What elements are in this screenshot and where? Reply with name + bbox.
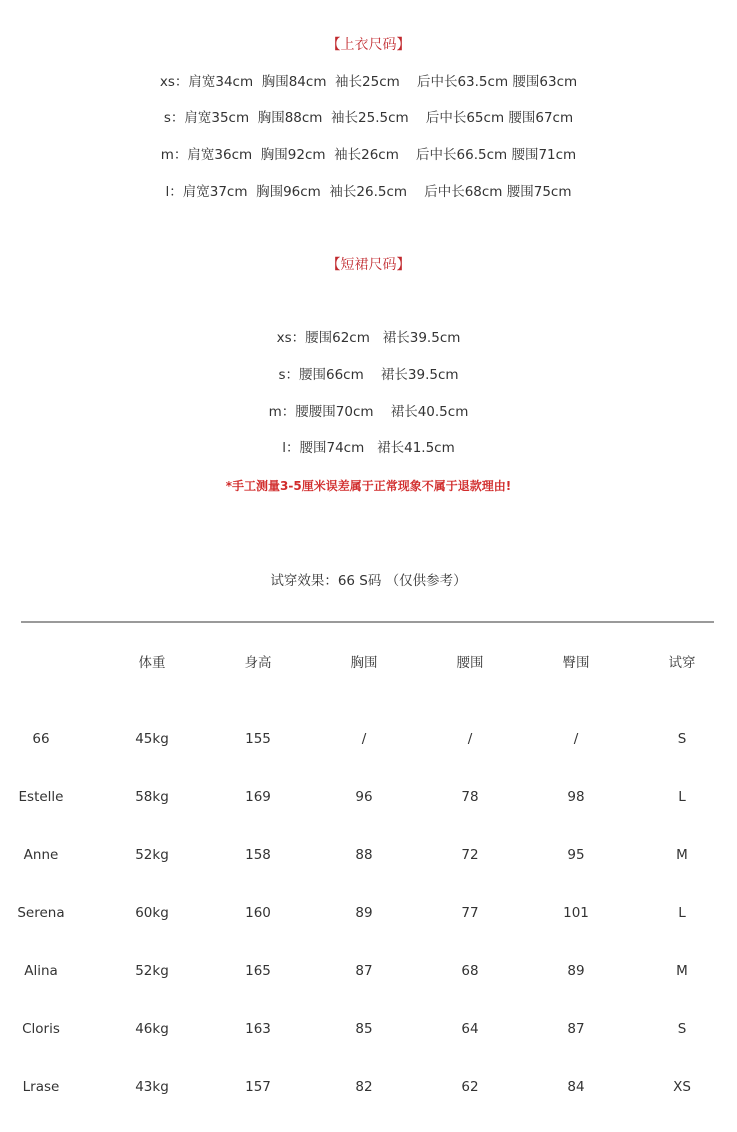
table-row xyxy=(0,845,737,865)
cell-tryon-size: M xyxy=(676,847,688,863)
cell-waist: 68 xyxy=(461,963,479,979)
cell-waist: 62 xyxy=(461,1079,479,1095)
header-tryon-size: 试穿 xyxy=(668,655,696,671)
cell-hip: 87 xyxy=(567,1021,585,1037)
cell-weight: 52kg xyxy=(135,963,169,979)
cell-name: Alina xyxy=(24,963,58,979)
skirt-size-line-xs: xs：腰围62cm 裙长39.5cm xyxy=(276,330,461,346)
header-weight: 体重 xyxy=(138,655,166,671)
table-row xyxy=(0,903,737,923)
cell-tryon-size: M xyxy=(676,963,688,979)
header-waist: 腰围 xyxy=(456,655,484,671)
cell-tryon-size: S xyxy=(677,1021,687,1037)
skirt-size-line-l: l：腰围74cm 裙长41.5cm xyxy=(282,440,455,456)
cell-name: Lrase xyxy=(22,1079,60,1095)
cell-height: 160 xyxy=(245,905,271,921)
cell-name: Estelle xyxy=(18,789,64,805)
measurement-note: *手工测量3-5厘米误差属于正常现象不属于退款理由! xyxy=(225,479,512,493)
cell-hip: / xyxy=(573,731,579,747)
table-row xyxy=(0,729,737,749)
cell-height: 158 xyxy=(245,847,271,863)
table-header-row xyxy=(0,653,737,673)
top-size-line-s: s：肩宽35cm 胸围88cm 袖长25.5cm 后中长65cm 腰围67cm xyxy=(163,110,574,126)
cell-bust: / xyxy=(361,731,367,747)
table-row xyxy=(0,1019,737,1039)
cell-bust: 88 xyxy=(355,847,373,863)
cell-weight: 52kg xyxy=(135,847,169,863)
header-bust: 胸围 xyxy=(350,655,378,671)
top-size-title: 【上衣尺码】 xyxy=(326,37,411,53)
cell-tryon-size: L xyxy=(678,789,686,805)
table-divider xyxy=(21,621,714,623)
cell-height: 155 xyxy=(245,731,271,747)
cell-hip: 89 xyxy=(567,963,585,979)
cell-weight: 46kg xyxy=(135,1021,169,1037)
cell-bust: 85 xyxy=(355,1021,373,1037)
cell-bust: 82 xyxy=(355,1079,373,1095)
cell-waist: 64 xyxy=(461,1021,479,1037)
skirt-size-title: 【短裙尺码】 xyxy=(326,257,411,273)
cell-bust: 96 xyxy=(355,789,373,805)
table-row xyxy=(0,961,737,981)
cell-height: 169 xyxy=(245,789,271,805)
cell-waist: / xyxy=(467,731,473,747)
top-size-line-xs: xs：肩宽34cm 胸围84cm 袖长25cm 后中长63.5cm 腰围63cm xyxy=(159,74,578,90)
top-size-line-m: m：肩宽36cm 胸围92cm 袖长26cm 后中长66.5cm 腰围71cm xyxy=(160,147,577,163)
cell-bust: 89 xyxy=(355,905,373,921)
cell-height: 157 xyxy=(245,1079,271,1095)
cell-height: 163 xyxy=(245,1021,271,1037)
cell-weight: 45kg xyxy=(135,731,169,747)
cell-name: Cloris xyxy=(22,1021,60,1037)
tryon-caption: 试穿效果：66 S码 （仅供参考） xyxy=(270,573,467,589)
header-height: 身高 xyxy=(244,655,272,671)
cell-hip: 84 xyxy=(567,1079,585,1095)
cell-tryon-size: S xyxy=(677,731,687,747)
cell-tryon-size: XS xyxy=(673,1079,691,1095)
header-hip: 臀围 xyxy=(562,655,590,671)
cell-weight: 43kg xyxy=(135,1079,169,1095)
cell-weight: 58kg xyxy=(135,789,169,805)
cell-height: 165 xyxy=(245,963,271,979)
cell-hip: 95 xyxy=(567,847,585,863)
cell-tryon-size: L xyxy=(678,905,686,921)
cell-waist: 77 xyxy=(461,905,479,921)
cell-waist: 78 xyxy=(461,789,479,805)
top-size-line-l: l：肩宽37cm 胸围96cm 袖长26.5cm 后中长68cm 腰围75cm xyxy=(165,184,572,200)
cell-name: Serena xyxy=(17,905,65,921)
cell-bust: 87 xyxy=(355,963,373,979)
cell-name: Anne xyxy=(23,847,59,863)
cell-hip: 98 xyxy=(567,789,585,805)
cell-hip: 101 xyxy=(563,905,589,921)
table-row xyxy=(0,1077,737,1097)
cell-weight: 60kg xyxy=(135,905,169,921)
cell-name: 66 xyxy=(32,731,50,747)
skirt-size-line-m: m：腰腰围70cm 裙长40.5cm xyxy=(268,404,469,420)
table-row xyxy=(0,787,737,807)
cell-waist: 72 xyxy=(461,847,479,863)
skirt-size-line-s: s：腰围66cm 裙长39.5cm xyxy=(278,367,459,383)
